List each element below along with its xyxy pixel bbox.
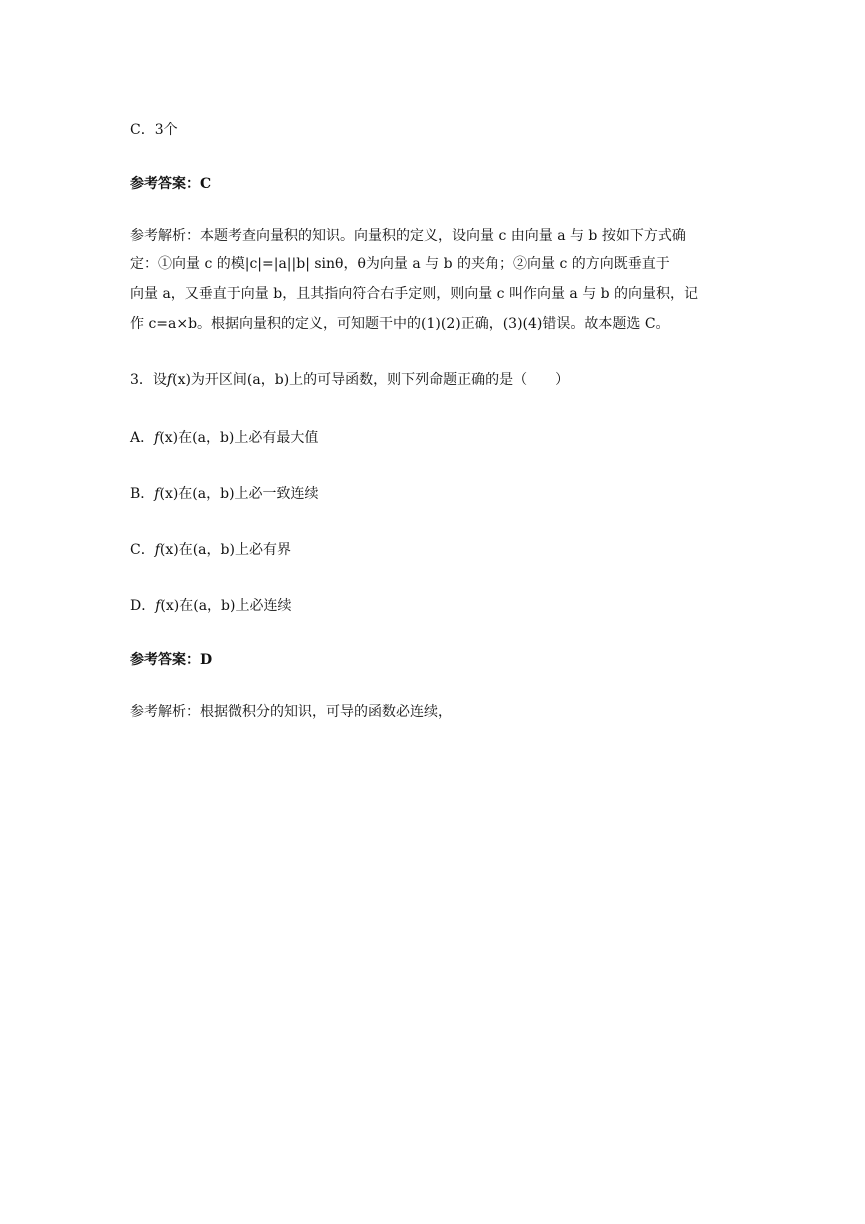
option-text: (x)在(a，b)上必有最大值 [159,430,319,446]
function-symbol: f [154,486,160,502]
option-prefix: D． [130,598,156,614]
option-prefix: B． [130,486,155,502]
option-text: (x)在(a，b)上必有界 [159,542,291,558]
option-text: (x)在(a，b)上必连续 [160,598,292,614]
option-prefix: A． [130,430,155,446]
q2-answer: 参考答案：C [130,176,212,192]
q3-number: 3．设 [130,372,167,388]
q2-explanation-line: 作 c=a×b。根据向量积的定义，可知题干中的(1)(2)正确，(3)(4)错误。故本题选 C。 [130,316,670,332]
q3-stem [130,370,569,390]
q2-explanation-line: 向量 a，又垂直于向量 b，且其指向符合右手定则，则向量 c 叫作向量 a 与 b 的向量积，记 [130,286,699,302]
q3-option-c [130,540,291,560]
q3-option-a [130,428,318,448]
function-symbol: f [155,598,161,614]
q3-stem-text: (x)为开区间(a，b)上的可导函数，则下列命题正确的是（ ） [172,372,570,388]
q3-option-b [130,484,319,504]
function-symbol: f [166,372,173,388]
function-symbol: f [154,542,160,558]
q2-explanation-line: 参考解析：本题考查向量积的知识。向量积的定义，设向量 c 由向量 a 与 b 按如下方式确 [130,228,686,244]
function-symbol: f [154,430,160,446]
q3-option-d [130,596,291,616]
q3-explanation: 参考解析：根据微积分的知识，可导的函数必连续， [130,704,452,720]
q2-option-c: C．3个 [130,122,178,138]
q2-explanation-line: 定：①向量 c 的模|c|=|a||b| sinθ，θ为向量 a 与 b 的夹角；②向量 c 的方向既垂直于 [130,256,670,272]
option-prefix: C． [130,542,155,558]
option-text: (x)在(a，b)上必一致连续 [159,486,319,502]
q3-answer: 参考答案：D [130,652,213,668]
